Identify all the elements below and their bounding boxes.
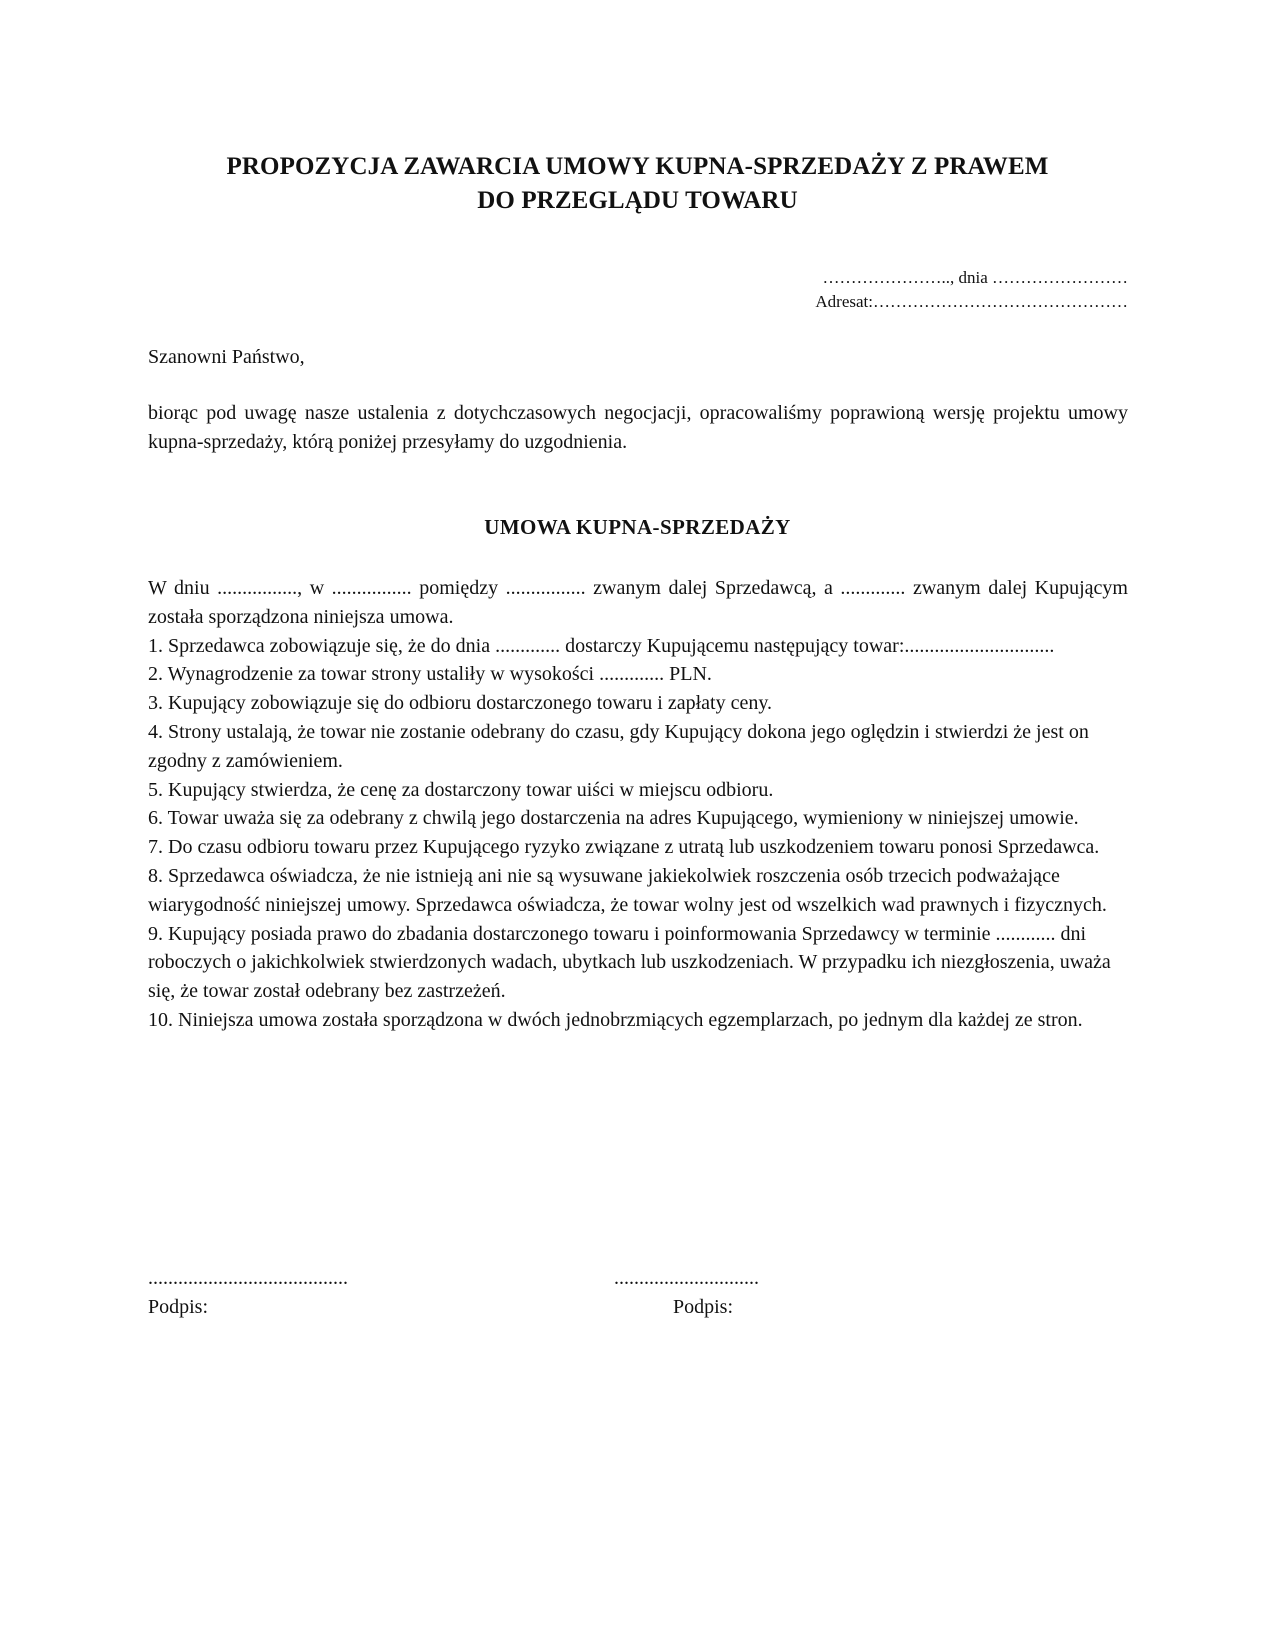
contract-opening: W dniu ................, w ................ pomiędzy ................ zwanym dalej Sprzedawcą, a ............. zwanym dalej Kupującym została sporządzona niniejsza umowa. bbox=[148, 577, 1128, 628]
clause-8: 8. Sprzedawca oświadcza, że nie istnieją ani nie są wysuwane jakiekolwiek roszczenia osób trzecich podważające wiarygodność niniejszej umowy. Sprzedawca oświadcza, że towar wolny jest od wszelkich wad prawnych i fizycznych. bbox=[148, 864, 1107, 916]
greeting: Szanowni Państwo, bbox=[148, 346, 305, 368]
signature-line-left: ........................................ bbox=[148, 1267, 348, 1289]
clause-6: 6. Towar uważa się za odebrany z chwilą jego dostarczenia na adres Kupującego, wymieniony w niniejszej umowie. bbox=[148, 807, 1079, 830]
clause-5: 5. Kupujący stwierdza, że cenę za dostarczony towar uiści w miejscu odbioru. bbox=[148, 778, 774, 801]
signature-label-right: Podpis: bbox=[673, 1296, 734, 1318]
clause-1: 1. Sprzedawca zobowiązuje się, że do dnia ............. dostarczy Kupującemu następujący towar:.............................. bbox=[148, 634, 1055, 657]
addressee-line: Adresat:……………………………………… bbox=[815, 292, 1128, 311]
clause-9: 9. Kupujący posiada prawo do zbadania dostarczonego towaru i poinformowania Sprzedawcy w terminie ............ dni roboczych o jakichkolwiek stwierdzonych wadach, ubytkach lub uszkodzeniach. W przypadku ich niezgłoszenia, uważa się, że towar został odebrany bez zastrzeżeń. bbox=[148, 922, 1111, 1003]
document-title-line-2: DO PRZEGLĄDU TOWARU bbox=[477, 187, 798, 214]
clause-4: 4. Strony ustalają, że towar nie zostanie odebrany do czasu, gdy Kupujący dokona jego oględzin i stwierdzi że jest on zgodny z zamówieniem. bbox=[148, 720, 1089, 772]
clause-10: 10. Niniejsza umowa została sporządzona w dwóch jednobrzmiących egzemplarzach, po jednym dla każdej ze stron. bbox=[148, 1008, 1083, 1031]
clause-7: 7. Do czasu odbioru towaru przez Kupującego ryzyko związane z utratą lub uszkodzeniem towaru ponosi Sprzedawca. bbox=[148, 836, 1100, 859]
intro-paragraph: biorąc pod uwagę nasze ustalenia z dotychczasowych negocjacji, opracowaliśmy poprawioną wersję projektu umowy kupna-sprzedaży, którą poniżej przesyłamy do uzgodnienia. bbox=[148, 402, 1128, 453]
signature-label-left: Podpis: bbox=[148, 1296, 209, 1318]
clause-2: 2. Wynagrodzenie za towar strony ustaliły w wysokości ............. PLN. bbox=[148, 663, 712, 686]
clause-3: 3. Kupujący zobowiązuje się do odbioru dostarczonego towaru i zapłaty ceny. bbox=[148, 692, 773, 715]
contract-title: UMOWA KUPNA-SPRZEDAŻY bbox=[484, 515, 791, 539]
document-title-line-1: PROPOZYCJA ZAWARCIA UMOWY KUPNA-SPRZEDAŻY Z PRAWEM bbox=[226, 153, 1049, 180]
place-date-line: ………………….., dnia …………………… bbox=[822, 268, 1128, 287]
document-title bbox=[150, 150, 1125, 218]
place-date-block bbox=[815, 266, 1128, 314]
signature-line-right: ............................. bbox=[614, 1267, 759, 1289]
contract-body bbox=[148, 574, 1128, 1035]
